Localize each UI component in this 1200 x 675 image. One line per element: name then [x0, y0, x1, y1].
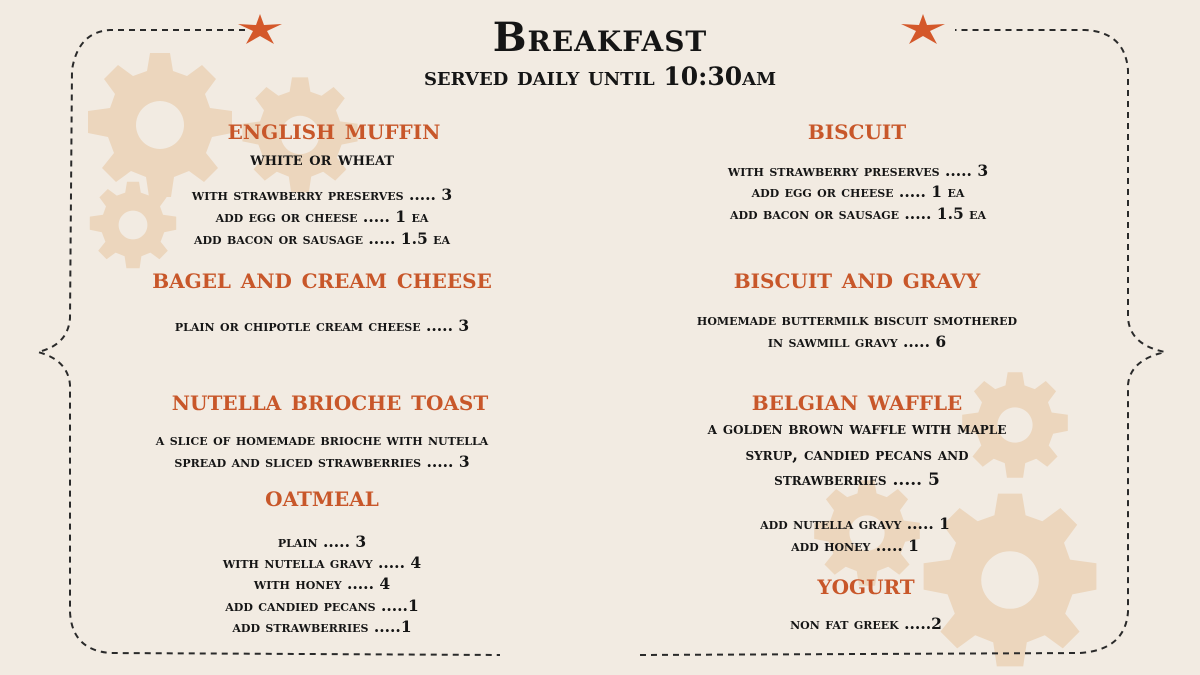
star-icon [898, 10, 948, 50]
star-icon [235, 10, 285, 50]
menu-board: Breakfast served daily until 10:30am english muffin white or wheat with strawberry preserves ..... 3 add egg or cheese ..... 1 ea add bacon or sausage ..... 1.5 ea bagel and cream cheese plain or chipotle cream cheese ..... 3 nutella brioche toast a slice of homemade brioche with nutella spread and sliced strawberries ..... 3 oatmeal plain ..... 3 with nutella gravy ..... 4 with honey ..... 4 add candied pecans .....1 add strawberries .....1 biscuit with strawberry preserves ..... 3 add egg or cheese ..... 1 ea add bacon or sausage ..... 1.5 ea biscuit and gravy homemade buttermilk biscuit smothered in sawmill gravy ..... 6 belgian waffle a golden brown waffle with maple syrup, candied pecans and strawberries ..... 5 add nutella gravy ..... 1 add honey ..... 1 yogurt non fat greek .....2 [0, 0, 1200, 675]
